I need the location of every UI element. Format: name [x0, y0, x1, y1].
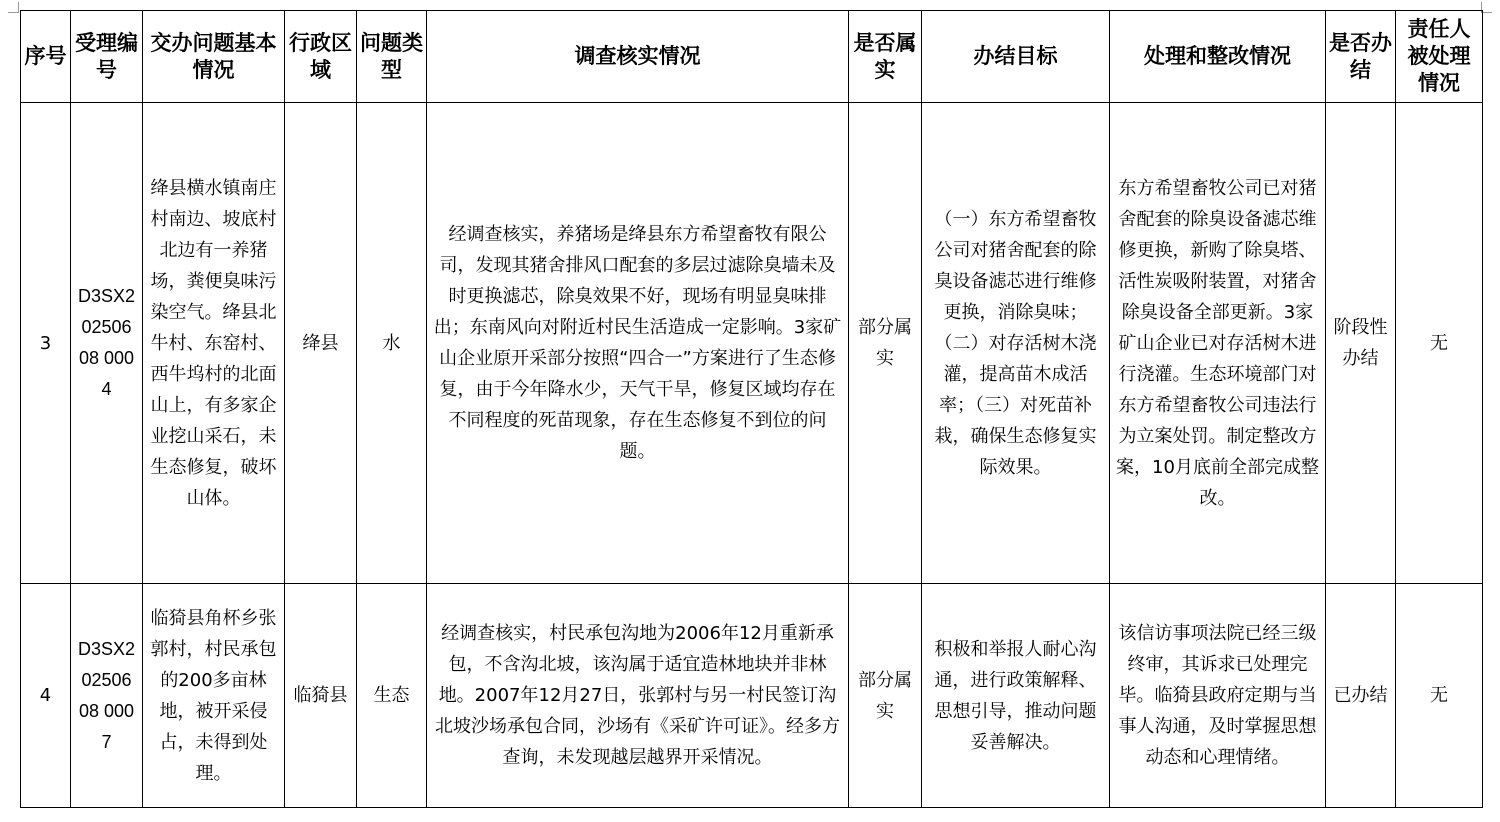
cell-accountability: 无 — [1396, 103, 1483, 584]
cell-type: 生态 — [357, 584, 427, 808]
cell-is-true: 部分属实 — [849, 584, 922, 808]
cell-accept-no: D3SX20250608 0004 — [71, 103, 143, 584]
cell-completed: 阶段性办结 — [1326, 103, 1396, 584]
header-seq: 序号 — [21, 11, 71, 103]
table-header-row — [21, 11, 1483, 103]
table-row — [21, 584, 1483, 808]
cell-goal: 积极和举报人耐心沟通，进行政策解释、思想引导，推动问题妥善解决。 — [922, 584, 1110, 808]
cell-investigation: 经调查核实，村民承包沟地为2006年12月重新承包，不含沟北坡，该沟属于适宜造林地块并非林地。2007年12月27日，张郭村与另一村民签订沟北坡沙场承包合同，沙场有《采矿许可证》。经多方查询，未发现越层越界开采情况。 — [427, 584, 849, 808]
header-region: 行政区域 — [285, 11, 357, 103]
cell-accountability: 无 — [1396, 584, 1483, 808]
header-accept-no: 受理编号 — [71, 11, 143, 103]
cell-issue: 临猗县角杯乡张郭村，村民承包的200多亩林地，被开采侵占，未得到处理。 — [143, 584, 285, 808]
table-row — [21, 103, 1483, 584]
header-issue: 交办问题基本情况 — [143, 11, 285, 103]
cell-type: 水 — [357, 103, 427, 584]
header-goal: 办结目标 — [922, 11, 1110, 103]
header-completed: 是否办结 — [1326, 11, 1396, 103]
cell-handling: 东方希望畜牧公司已对猪舍配套的除臭设备滤芯维修更换，新购了除臭塔、活性炭吸附装置，对猪舍除臭设备全部更新。3家矿山企业已对存活树木进行浇灌。生态环境部门对东方希望畜牧公司违法行为立案处罚。制定整改方案，10月底前全部完成整改。 — [1110, 103, 1326, 584]
cell-region: 临猗县 — [285, 584, 357, 808]
cell-goal: （一）东方希望畜牧公司对猪舍配套的除臭设备滤芯进行维修更换，消除臭味；（二）对存活树木浇灌，提高苗木成活率；（三）对死苗补栽，确保生态修复实际效果。 — [922, 103, 1110, 584]
header-handling: 处理和整改情况 — [1110, 11, 1326, 103]
crop-mark-top-left — [8, 2, 19, 13]
header-type: 问题类型 — [357, 11, 427, 103]
complaint-handling-table — [20, 10, 1483, 808]
cell-accept-no: D3SX20250608 0007 — [71, 584, 143, 808]
cell-seq: 3 — [21, 103, 71, 584]
cell-investigation: 经调查核实，养猪场是绛县东方希望畜牧有限公司，发现其猪舍排风口配套的多层过滤除臭墙未及时更换滤芯，除臭效果不好，现场有明显臭味排出；东南风向对附近村民生活造成一定影响。3家矿山企业原开采部分按照“四合一”方案进行了生态修复，由于今年降水少，天气干旱，修复区域均存在不同程度的死苗现象，存在生态修复不到位的问题。 — [427, 103, 849, 584]
header-accountability: 责任人被处理情况 — [1396, 11, 1483, 103]
header-investigation: 调查核实情况 — [427, 11, 849, 103]
cell-seq: 4 — [21, 584, 71, 808]
cell-completed: 已办结 — [1326, 584, 1396, 808]
cell-issue: 绛县横水镇南庄村南边、坡底村北边有一养猪场，粪便臭味污染空气。绛县北牛村、东窑村、西牛坞村的北面山上，有多家企业挖山采石，未生态修复，破坏山体。 — [143, 103, 285, 584]
cell-handling: 该信访事项法院已经三级终审，其诉求已处理完毕。临猗县政府定期与当事人沟通，及时掌握思想动态和心理情绪。 — [1110, 584, 1326, 808]
cell-region: 绛县 — [285, 103, 357, 584]
header-is-true: 是否属实 — [849, 11, 922, 103]
cell-is-true: 部分属实 — [849, 103, 922, 584]
